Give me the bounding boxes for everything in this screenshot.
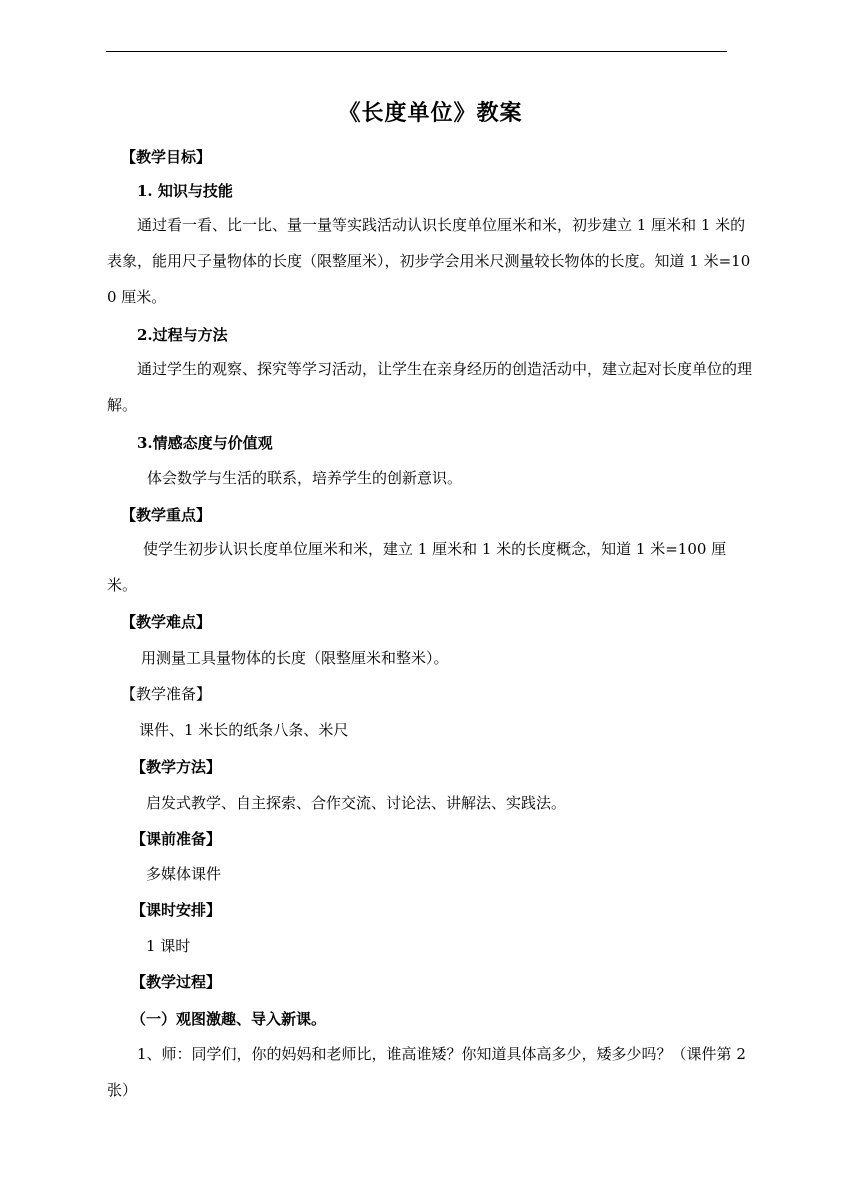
schedule-heading: 【课时安排】 <box>131 901 222 919</box>
key-heading: 【教学重点】 <box>121 506 212 524</box>
method-text: 启发式教学、自主探索、合作交流、讨论法、讲解法、实践法。 <box>146 794 567 812</box>
key-text: 使学生初步认识长度单位厘米和米，建立 1 厘米和 1 米的长度概念，知道 1 米=100 厘米。 <box>107 540 727 594</box>
goal3-text: 体会数学与生活的联系，培养学生的创新意识。 <box>147 469 463 487</box>
difficulty-text: 用测量工具量物体的长度（限整厘米和整米）。 <box>141 649 449 667</box>
goal2-heading: 2.过程与方法 <box>137 326 228 344</box>
goal1-heading: 1. 知识与技能 <box>137 182 233 200</box>
preclass-heading: 【课前准备】 <box>131 830 222 848</box>
difficulty-heading: 【教学难点】 <box>121 613 212 631</box>
process-heading: 【教学过程】 <box>131 973 222 991</box>
header-rule <box>106 51 727 52</box>
goal3-heading: 3.情感态度与价值观 <box>137 434 273 452</box>
method-heading: 【教学方法】 <box>131 758 222 776</box>
prep-heading: 【教学准备】 <box>121 685 212 703</box>
preclass-text: 多媒体课件 <box>146 865 222 883</box>
prep-text: 课件、1 米长的纸条八条、米尺 <box>139 721 349 739</box>
goals-heading: 【教学目标】 <box>121 148 212 166</box>
document-title: 《长度单位》教案 <box>338 100 523 126</box>
goal2-text: 通过学生的观察、探究等学习活动，让学生在亲身经历的创造活动中，建立起对长度单位的理解。 <box>107 360 753 414</box>
schedule-text: 1 课时 <box>146 937 191 955</box>
process-sub-heading: （一）观图激趣、导入新课。 <box>131 1010 327 1028</box>
process-text: 1、师：同学们，你的妈妈和老师比，谁高谁矮？你知道具体高多少，矮多少吗？（课件第 2 张） <box>107 1045 746 1099</box>
goal1-text: 通过看一看、比一比、量一量等实践活动认识长度单位厘米和米，初步建立 1 厘米和 1 米的表象，能用尺子量物体的长度（限整厘米），初步学会用米尺测量较长物体的长度。知道 1 米=100 厘米。 <box>107 216 751 306</box>
